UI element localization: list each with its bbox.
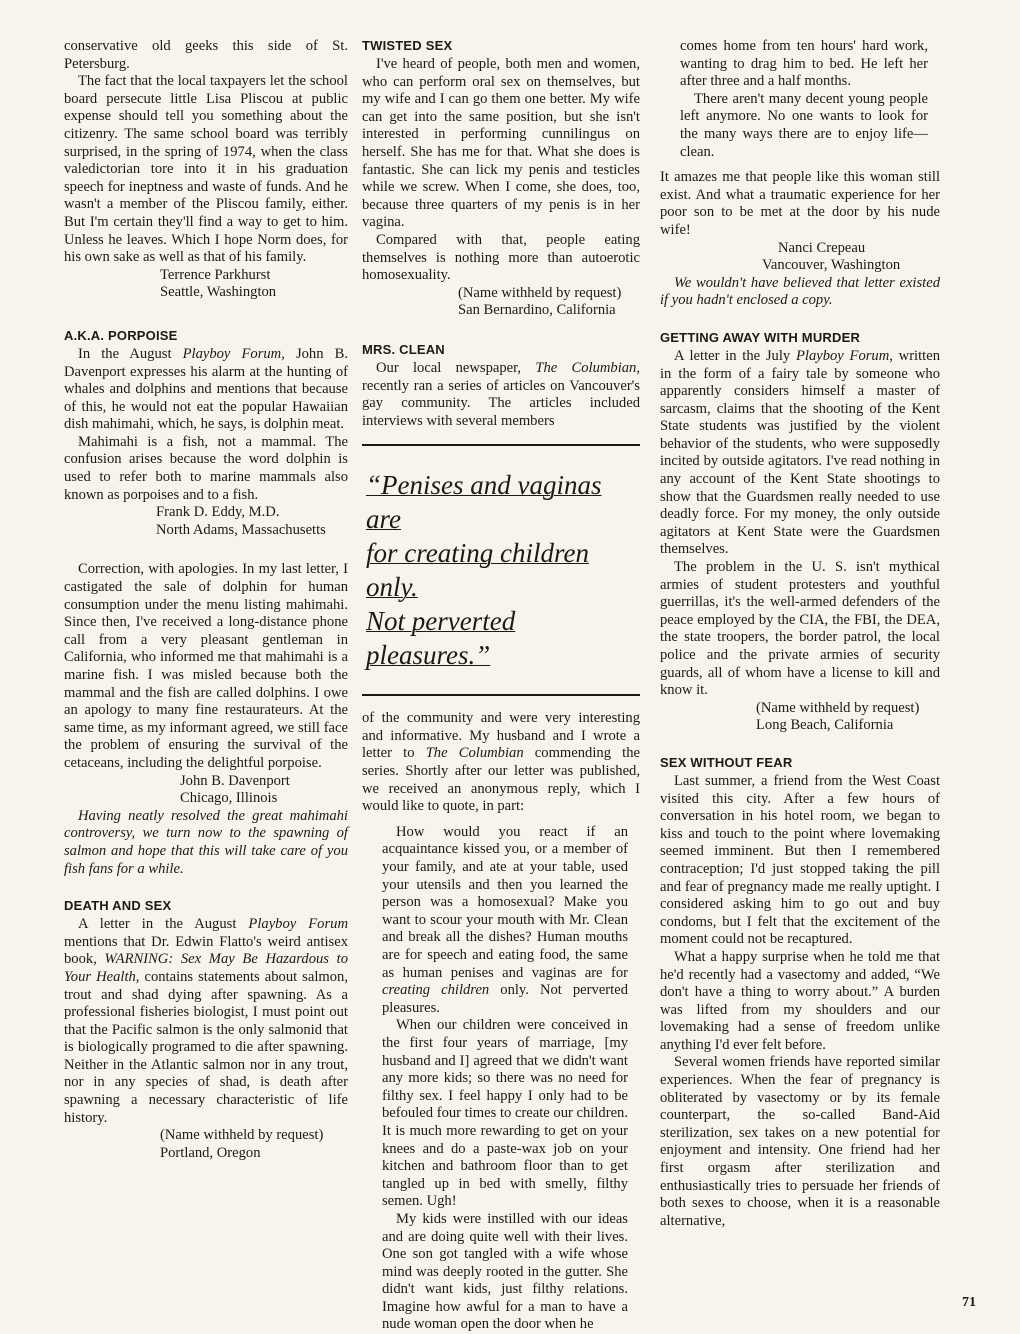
- paragraph: There aren't many decent young people left anymore. No one wants to look for the many ways there are to enjoy life—clean.: [680, 90, 928, 160]
- signature-place: Vancouver, Washington: [762, 257, 901, 274]
- section-heading: A.K.A. PORPOISE: [64, 327, 178, 343]
- paragraph: When our children were conceived in the first four years of marriage, [my husband and I] agreed that we didn't want any more kids; so there was no need for filthy sex. I feel happy I only had to be befouled four times to create our children. It is much more rewarding to get on your knees and do a paste-wax job on your kitchen and bathroom floor than to get tangled up in bed with smelly, filthy semen. Ugh!: [382, 1017, 628, 1210]
- paragraph: Several women friends have reported similar experiences. When the fear of pregnancy is obliterated by vasectomy or by its female counterpart, the so-called Band-Aid sterilization, sex takes on a new potential for enjoyment and intensity. One friend had her first orgasm after sterilization and enthusiastically tries to persuade her friends of both sexes to choose, when it is a reasonable alternative,: [660, 1054, 940, 1229]
- signature-place: Seattle, Washington: [160, 284, 277, 301]
- section-heading: SEX WITHOUT FEAR: [660, 754, 793, 770]
- letter-signature: [362, 285, 640, 320]
- quoted-letter-continued: [660, 38, 940, 161]
- signature-name: (Name withheld by request): [458, 284, 622, 301]
- signature-name: John B. Davenport: [180, 772, 290, 789]
- section-heading: TWISTED SEX: [362, 38, 453, 53]
- paragraph: How would you react if an acquaintance kissed you, or a member of your family, and ate at your table, used your utensils and then you learned the person was a homosexual? Make you want to scour your mouth with Mr. Clean and break all the dishes? Human mouths are for speech and eating food, the same as human penises and vaginas are for creating children only. Not perverted pleasures.: [382, 823, 628, 1016]
- paragraph: What a happy surprise when he told me that he'd recently had a vasectomy and added, “We don't have a thing to worry about.” A burden was lifted from my shoulders and our lovemaking had a sense of freedom unlike anything I'd ever felt before.: [660, 948, 940, 1053]
- paragraph: conservative old geeks this side of St. Petersburg.: [64, 38, 348, 72]
- paragraph: My kids were instilled with our ideas and are doing quite well with their lives. One son got tangled with a wife whose mind was deeply rooted in the gutter. She didn't want kids, just filthy relations. Imagine how awful for a man to have a nude woman open the door when he: [382, 1210, 628, 1333]
- column-1: [64, 38, 348, 1162]
- signature-name: Terrence Parkhurst: [160, 266, 271, 283]
- signature-name: (Name withheld by request): [756, 699, 920, 716]
- letter-signature: [64, 773, 348, 808]
- pull-quote-line: for creating children only.: [366, 538, 589, 603]
- paragraph: A letter in the August Playboy Forum mentions that Dr. Edwin Flatto's weird antisex book, WARNING: Sex May Be Hazardous to Your Health, contains statements about salmon, trout and shad dying after spawning. As a professional fisheries biologist, I must point out that the Pacific salmon is the only salmonid that is biologically programed to die after spawning. Neither in the Atlantic salmon nor in any trout, nor in any species of shad, is death after spawning a necessary characteristic of life history.: [64, 916, 349, 1126]
- signature-place: Chicago, Illinois: [180, 790, 278, 807]
- letter-twisted-sex: [362, 38, 640, 320]
- paragraph: Mahimahi is a fish, not a mammal. The confusion arises because the word dolphin is used to refer both to marine mammals also known as porpoises and to a fish.: [64, 433, 348, 503]
- letter-aka-porpoise: [64, 328, 348, 540]
- pull-quote-line: Not perverted pleasures.”: [366, 606, 516, 671]
- letter-sex-without-fear: [660, 755, 940, 1230]
- page-number: 71: [962, 1295, 976, 1310]
- editor-reply: We wouldn't have believed that letter existed if you hadn't enclosed a copy.: [660, 274, 940, 309]
- signature-name: Frank D. Eddy, M.D.: [156, 504, 280, 521]
- paragraph: of the community and were very interesting and informative. My husband and I wrote a letter to The Columbian commending the series. Shortly after our letter was published, we received an anonymous reply, which I would like to quote, in part:: [362, 710, 640, 815]
- paragraph: Last summer, a friend from the West Coast visited this city. After a few hours of conversation in his hotel room, we began to kiss and touch to the point where lovemaking seemed imminent. But then I remembered contraception; I'd just stopped taking the pill and fear of pregnancy made me really uptight. I considered asking him to go out and buy condoms, but I felt that the excitement of the moment could not be recaptured.: [660, 772, 940, 948]
- signature-name: Nanci Crepeau: [778, 239, 866, 256]
- signature-place: North Adams, Massachusetts: [156, 521, 326, 538]
- letter-death-and-sex: [64, 898, 348, 1162]
- section-heading: DEATH AND SEX: [64, 898, 172, 914]
- letter-correction: [64, 561, 348, 878]
- paragraph: A letter in the July Playboy Forum, written in the form of a fairy tale by someone who apparently considers himself a master of sarcasm, claims that the shooting of the Kent State students was justified by the violent behavior of the students, who were supposedly incited by outside agitators. I've read nothing in any account of the Kent State shootings to show that the Guardsmen really needed to use deadly force. For my money, the only outside agitators at Kent State were the Guardsmen themselves.: [660, 347, 940, 558]
- column-3: [660, 38, 940, 1230]
- pull-quote-line: “Penises and vaginas are: [366, 470, 602, 535]
- column-2: [362, 38, 640, 1334]
- paragraph: In the August Playboy Forum, John B. Davenport expresses his alarm at the hunting of whales and dolphins and mentions that because of this, he would not eat the popular Hawaiian dish mahimahi, which, he says, is dolphin meat.: [64, 345, 348, 433]
- pull-quote: [362, 444, 640, 696]
- signature-name: (Name withheld by request): [160, 1127, 324, 1144]
- signature-place: Long Beach, California: [756, 717, 894, 734]
- paragraph: The problem in the U. S. isn't mythical armies of student protesters and youthful guerrillas, it's the well-armed defenders of the peace employed by the CIA, the FBI, the DEA, the state troopers, the border patrol, the local police and the private armies of security guards, all of whom have a license to kill and know it.: [660, 559, 940, 699]
- editor-reply: Having neatly resolved the great mahimahi controversy, we turn now to the spawning of salmon and hope that this will take care of you fish fans for a while.: [64, 807, 348, 877]
- paragraph: The fact that the local taxpayers let the school board persecute little Lisa Pliscou at public expense should tell you something about the citizenry. The same school board was terribly surprised, in the spring of 1974, when the class valedictorian tore into it in his graduation speech for ineptness and waste of funds. And he wasn't a member of the Pliscou family, either. But I'm certain they'll find a way to get to him. Unless he leaves. Which I hope Norm does, for his own sake as well as that of his family.: [64, 73, 348, 266]
- letter-signature: [64, 504, 348, 539]
- section-heading: GETTING AWAY WITH MURDER: [660, 329, 861, 345]
- quoted-letter: [362, 824, 640, 1334]
- paragraph: Our local newspaper, The Columbian, recently ran a series of articles on Vancouver's gay community. The articles included interviews with several members: [362, 359, 641, 429]
- paragraph: comes home from ten hours' hard work, wanting to drag him to bed. He left her after three and a half months.: [680, 38, 928, 90]
- letter-getting-away-with-murder: [660, 330, 940, 735]
- paragraph: I've heard of people, both men and women, who can perform oral sex on themselves, but my wife and I can go them one better. My wife can get into the same position, but she isn't interested in performing cunnilingus on herself. She has me for that. What she does is fantastic. She can lick my penis and testicles while we screw. When I come, she does, too, because three quarters of my penis is in her vagina.: [362, 56, 640, 231]
- signature-place: Portland, Oregon: [160, 1144, 261, 1161]
- signature-place: San Bernardino, California: [458, 302, 616, 319]
- section-heading: MRS. CLEAN: [362, 341, 445, 357]
- letter-mrs-clean: [362, 342, 640, 1334]
- paragraph: Correction, with apologies. In my last letter, I castigated the sale of dolphin for human consumption under the menu listing mahimahi. Since then, I've received a long-distance phone call from a very pleasant gentleman in California, who informed me that mahimahi is a marine fish. I was misled because both the mammal and the fish are called dolphins. I owe an apology to many fine restaurateurs. At the same time, as my informant agreed, we still face the problem of ensuring the survival of the cetaceans, including the delightful porpoise.: [64, 561, 348, 771]
- letter-signature: [660, 700, 940, 735]
- letter-signature: [64, 1127, 348, 1162]
- paragraph: Compared with that, people eating themselves is nothing more than autoerotic homosexuality.: [362, 231, 640, 284]
- paragraph: It amazes me that people like this woman still exist. And what a traumatic experience for her poor son to be met at the door by his nude wife!: [660, 169, 940, 238]
- letter-signature: [64, 267, 348, 302]
- letter-signature: [660, 240, 940, 275]
